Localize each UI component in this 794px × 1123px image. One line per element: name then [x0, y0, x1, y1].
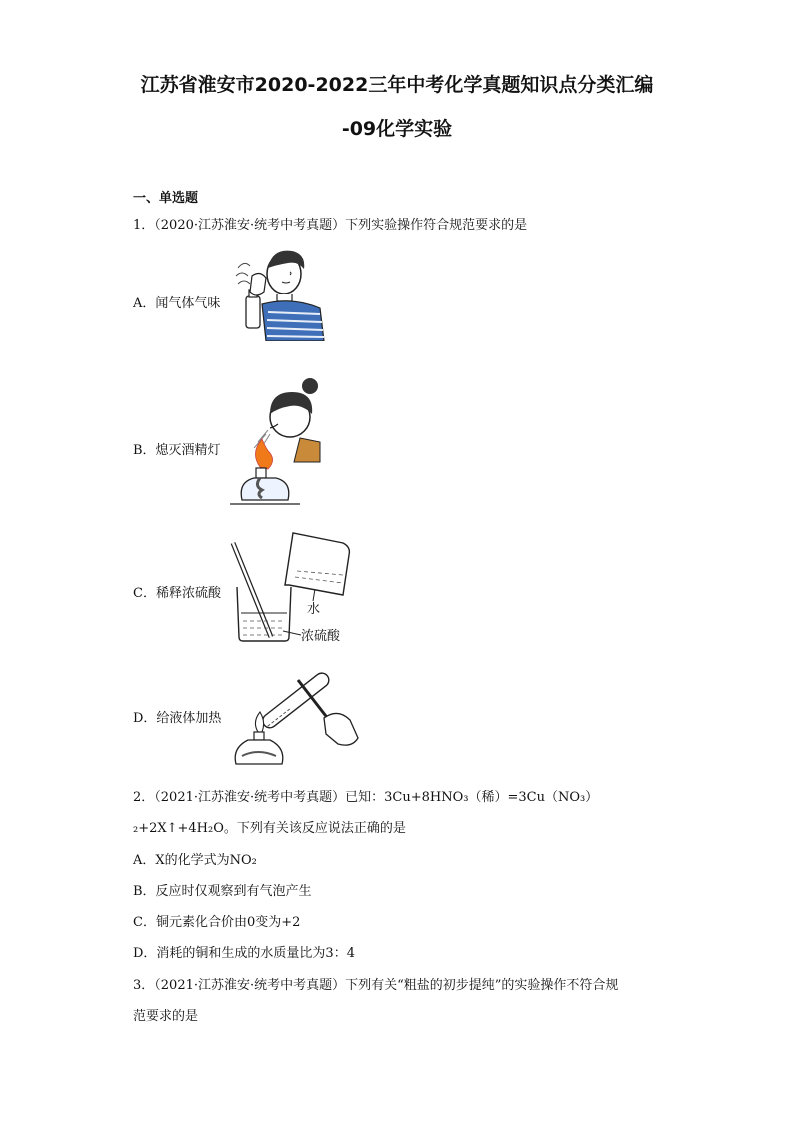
question-2-stem-line-1: 2．（2021·江苏淮安·统考中考真题）已知：3Cu+8HNO₃（稀）=3Cu（NO₃） [133, 790, 599, 805]
section-heading: 一、单选题 [133, 191, 199, 206]
dilute-sulfuric-acid-figure [225, 525, 360, 650]
question-3-stem-line-1: 3．（2021·江苏淮安·统考中考真题）下列有关“粗盐的初步提纯”的实验操作不符合规 [133, 978, 619, 993]
question-1-option-d: D．给液体加热 [133, 711, 222, 726]
question-1-option-a: A．闻气体气味 [133, 296, 221, 311]
question-2-stem-line-2: ₂+2X↑+4H₂O。下列有关该反应说法正确的是 [133, 821, 406, 836]
question-2-option-b: B．反应时仅观察到有气泡产生 [133, 884, 312, 899]
question-1-option-c: C．稀释浓硫酸 [133, 586, 221, 601]
heat-liquid-figure [228, 660, 368, 770]
concentrated-acid-label: 浓硫酸 [301, 629, 341, 644]
document-title-line-1: 江苏省淮安市2020-2022三年中考化学真题知识点分类汇编 [140, 74, 654, 96]
question-2-option-d: D．消耗的铜和生成的水质量比为3：4 [133, 946, 355, 961]
question-1-option-b: B．熄灭酒精灯 [133, 443, 221, 458]
water-label: 水 [307, 602, 321, 617]
question-2-option-a: A．X的化学式为NO₂ [133, 853, 257, 868]
alcohol-lamp-blow-figure [230, 372, 325, 512]
smelling-gas-figure [232, 246, 327, 341]
question-1-stem: 1．（2020·江苏淮安·统考中考真题）下列实验操作符合规范要求的是 [133, 218, 528, 233]
document-title-line-2: -09化学实验 [341, 118, 453, 140]
question-3-stem-line-2: 范要求的是 [133, 1009, 199, 1024]
question-2-option-c: C．铜元素化合价由0变为+2 [133, 915, 301, 930]
